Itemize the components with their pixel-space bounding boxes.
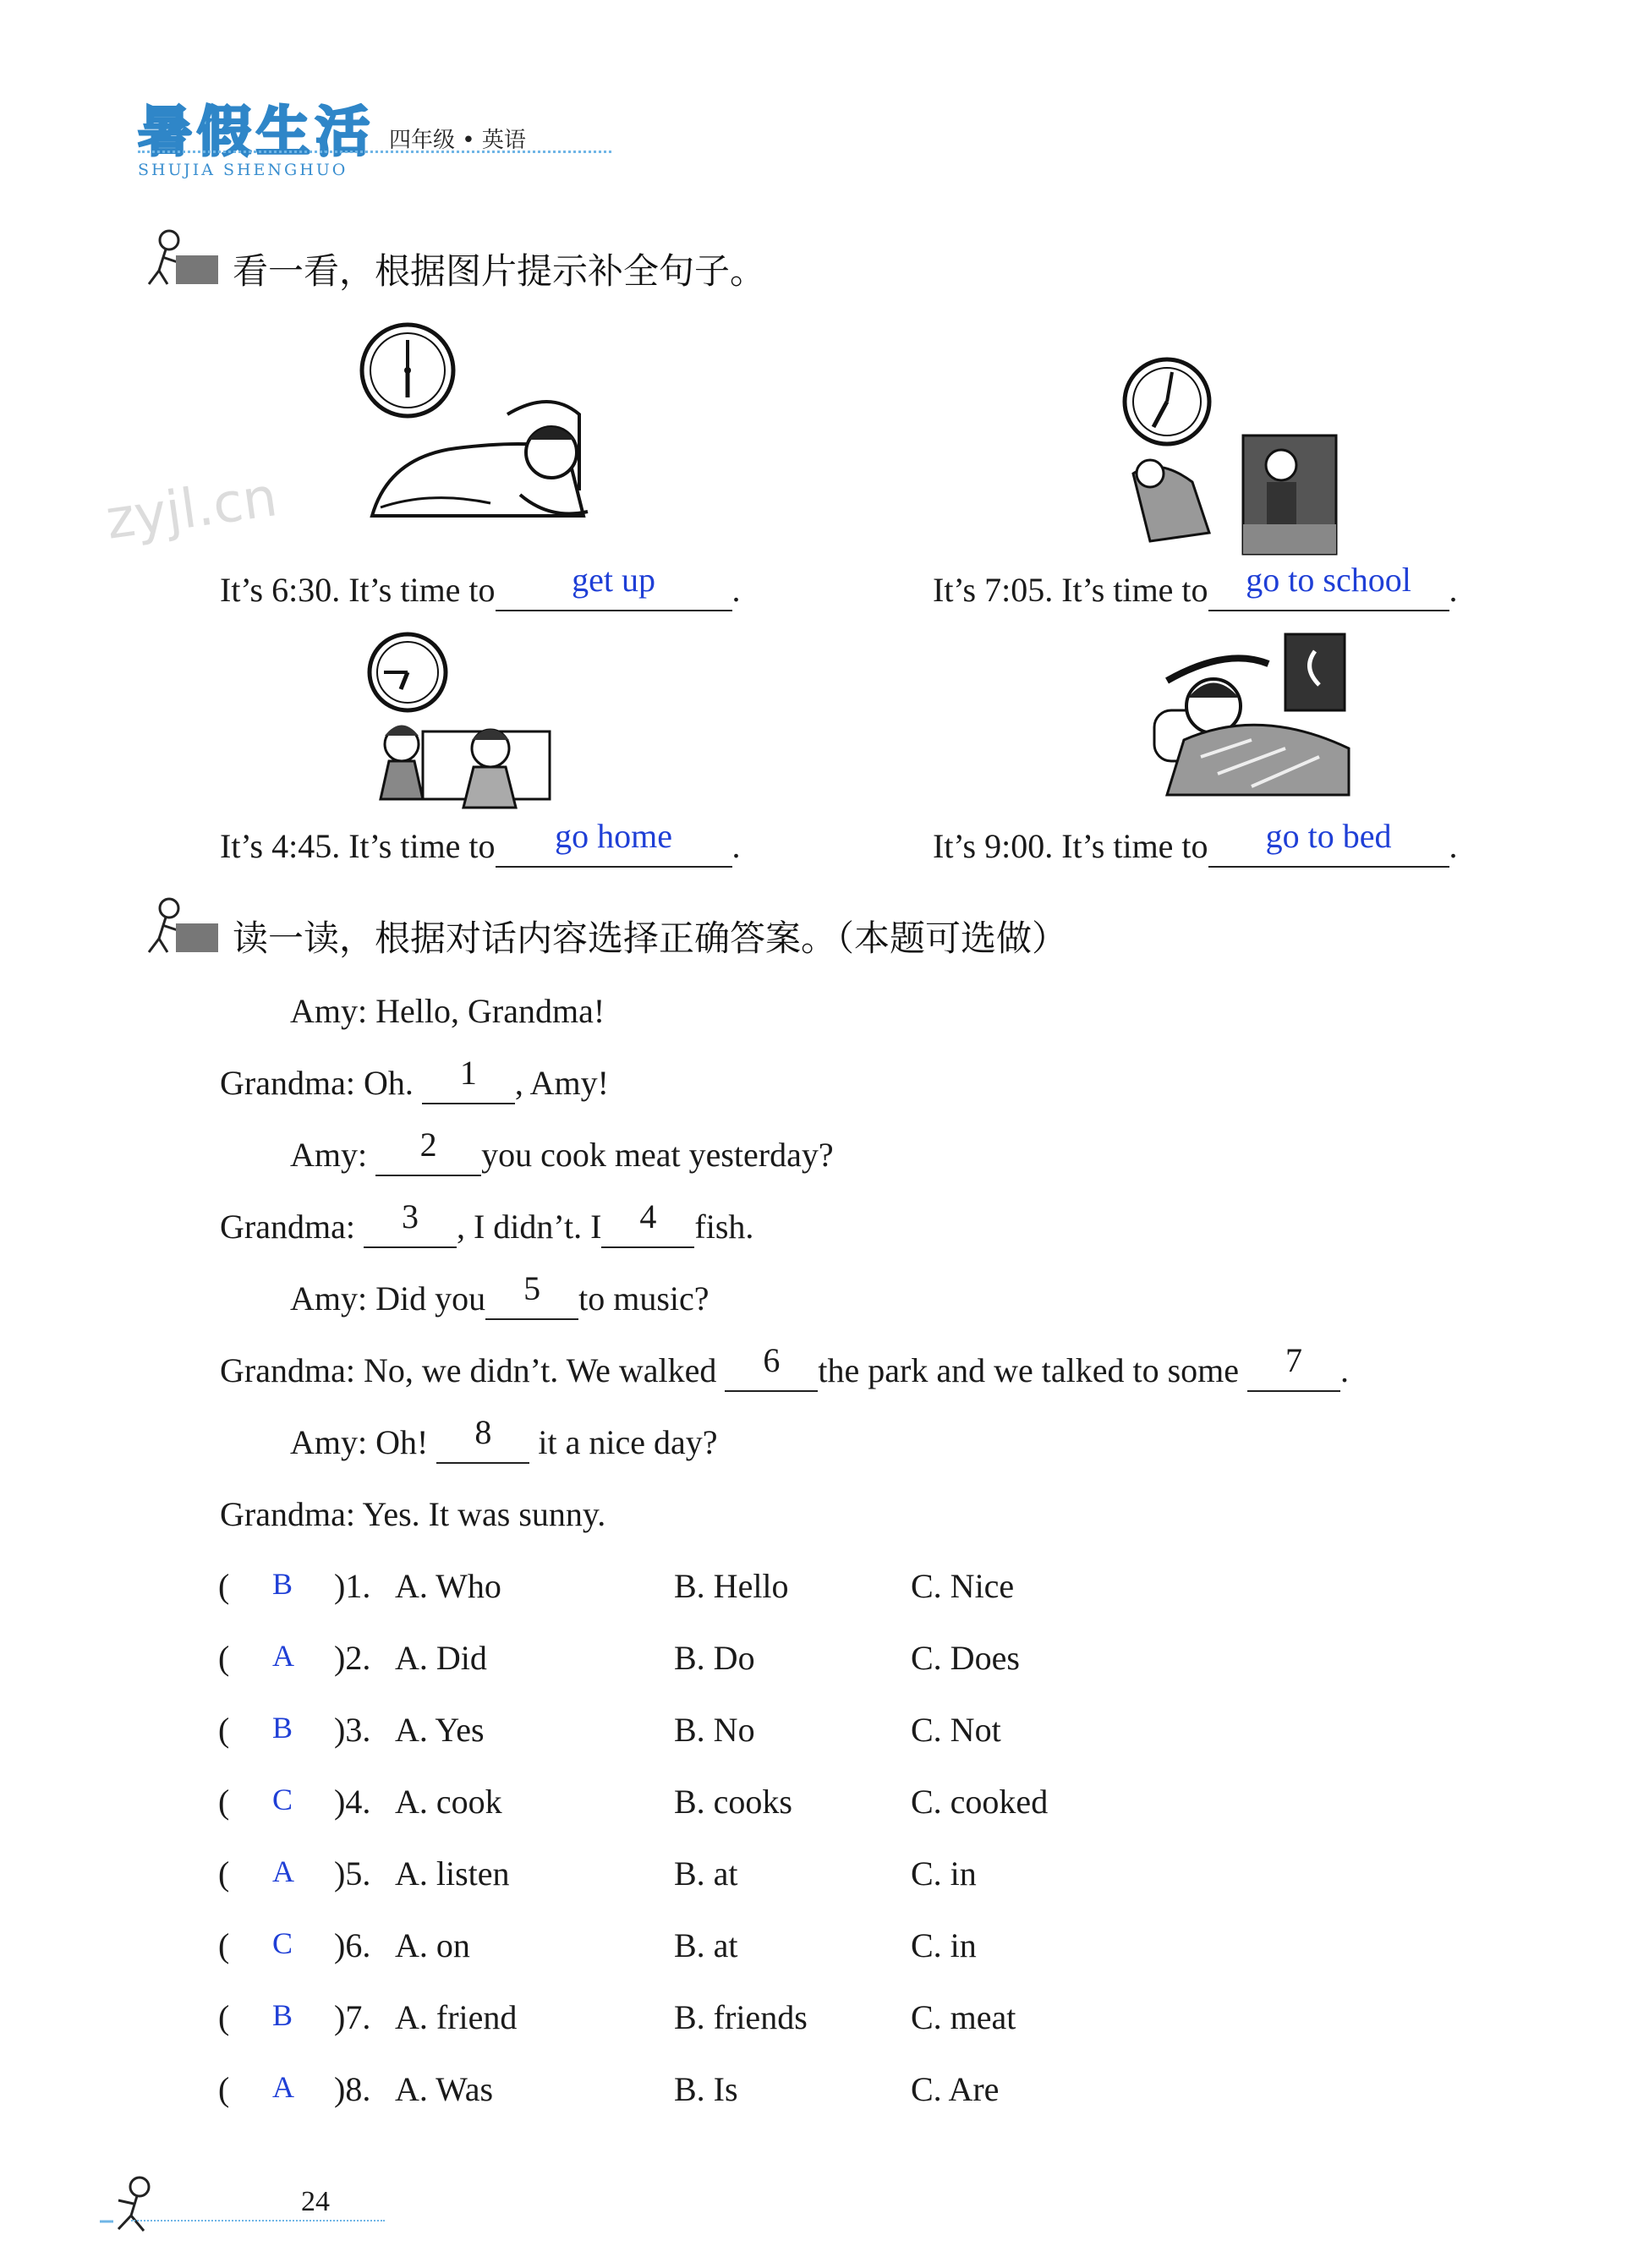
dialogue-line-4: Grandma: 3 , I didn’t. I 4 fish. (220, 1207, 753, 1248)
section1-title: 看一看，根据图片提示补全句子。 (233, 250, 766, 292)
question-number: )6. (334, 1926, 371, 1964)
open-paren: ( (218, 1567, 230, 1605)
option-a: A. Was (395, 2070, 494, 2108)
option-a: A. Did (395, 1639, 487, 1677)
question-number: )5. (334, 1854, 371, 1893)
clock-icon (1125, 359, 1209, 444)
blank-1: 1 (422, 1063, 515, 1104)
open-paren: ( (218, 1854, 230, 1893)
question-number: )8. (334, 2070, 371, 2108)
dialogue-line-3: Amy: 2 you cook meat yesterday? (290, 1135, 834, 1176)
option-b: B. Do (674, 1639, 755, 1677)
answer-letter: B (272, 1998, 293, 2032)
question-number: )3. (334, 1711, 371, 1749)
footer-divider (131, 2220, 385, 2221)
dialogue-line-6: Grandma: No, we didn’t. We walked 6 the park and we talked to some 7 . (220, 1350, 1349, 1392)
answer-letter: C (272, 1926, 293, 1960)
option-a: A. friend (395, 1998, 518, 2036)
option-b: B. at (674, 1926, 738, 1964)
answer-letter: B (272, 1711, 293, 1745)
option-a: A. on (395, 1926, 470, 1964)
sentence-2: It’s 7:05. It’s time to go to school . (933, 570, 1458, 611)
boy-reading-icon (135, 228, 220, 288)
answer-blank-1: get up (496, 570, 732, 611)
answer-letter: C (272, 1783, 293, 1816)
blank-2: 2 (375, 1135, 481, 1176)
blank-7: 7 (1247, 1350, 1340, 1392)
answer-letter: A (272, 2070, 294, 2104)
question-number: )1. (334, 1567, 371, 1605)
boy-reading-icon (135, 896, 220, 956)
open-paren: ( (218, 1783, 230, 1821)
option-c: C. Does (911, 1639, 1020, 1677)
picture-go-home (364, 630, 558, 816)
question-number: )4. (334, 1783, 371, 1821)
open-paren: ( (218, 1711, 230, 1749)
clock-icon (370, 634, 446, 710)
blank-8: 8 (436, 1422, 529, 1464)
sentence-4: It’s 9:00. It’s time to go to bed . (933, 826, 1458, 868)
option-c: C. in (911, 1926, 977, 1964)
answer-blank-3: go home (496, 826, 732, 868)
open-paren: ( (218, 1639, 230, 1677)
option-c: C. Are (911, 2070, 1000, 2108)
picture-get-up (355, 321, 600, 541)
blank-3: 3 (364, 1207, 457, 1248)
answer-letter: A (272, 1854, 294, 1888)
dialogue-line-5: Amy: Did you 5 to music? (290, 1279, 709, 1320)
picture-go-to-bed (1150, 630, 1353, 799)
boy-running-icon (93, 2175, 169, 2234)
clock-icon (362, 325, 453, 416)
section2-title: 读一读，根据对话内容选择正确答案。（本题可选做） (233, 918, 1068, 959)
question-number: )2. (334, 1639, 371, 1677)
option-c: C. Not (911, 1711, 1001, 1749)
option-b: B. friends (674, 1998, 808, 2036)
option-c: C. in (911, 1854, 977, 1893)
answer-blank-4: go to bed (1208, 826, 1449, 868)
dialogue-line-8: Grandma: Yes. It was sunny. (220, 1495, 606, 1533)
option-a: A. Yes (395, 1711, 485, 1749)
open-paren: ( (218, 1926, 230, 1964)
option-a: A. listen (395, 1854, 510, 1893)
option-b: B. Is (674, 2070, 738, 2108)
dialogue-line-1: Amy: Hello, Grandma! (290, 992, 605, 1030)
option-a: A. cook (395, 1783, 502, 1821)
open-paren: ( (218, 2070, 230, 2108)
brand-pinyin: SHUJIA SHENGHUO (138, 161, 348, 179)
option-b: B. cooks (674, 1783, 792, 1821)
option-b: B. at (674, 1854, 738, 1893)
answer-letter: B (272, 1567, 293, 1601)
open-paren: ( (218, 1998, 230, 2036)
option-a: A. Who (395, 1567, 501, 1605)
watermark-text: zyjl.cn (101, 466, 282, 552)
dialogue-line-2: Grandma: Oh. 1 , Amy! (220, 1063, 609, 1104)
header-divider (138, 151, 611, 153)
option-c: C. cooked (911, 1783, 1049, 1821)
option-b: B. No (674, 1711, 755, 1749)
blank-6: 6 (725, 1350, 818, 1392)
question-number: )7. (334, 1998, 371, 2036)
answer-letter: A (272, 1639, 294, 1673)
answer-blank-2: go to school (1208, 570, 1449, 611)
grade-subject-label: 四年级 • 英语 (389, 128, 526, 153)
picture-go-to-school (1116, 355, 1345, 558)
option-c: C. Nice (911, 1567, 1015, 1605)
blank-5: 5 (485, 1279, 578, 1320)
page-number: 24 (301, 2186, 330, 2217)
option-c: C. meat (911, 1998, 1016, 2036)
sentence-1: It’s 6:30. It’s time to get up . (220, 570, 741, 611)
option-b: B. Hello (674, 1567, 789, 1605)
dialogue-line-7: Amy: Oh! 8 it a nice day? (290, 1422, 717, 1464)
brand-logo: 暑假生活 (138, 101, 375, 164)
blank-4: 4 (601, 1207, 694, 1248)
sentence-3: It’s 4:45. It’s time to go home . (220, 826, 741, 868)
